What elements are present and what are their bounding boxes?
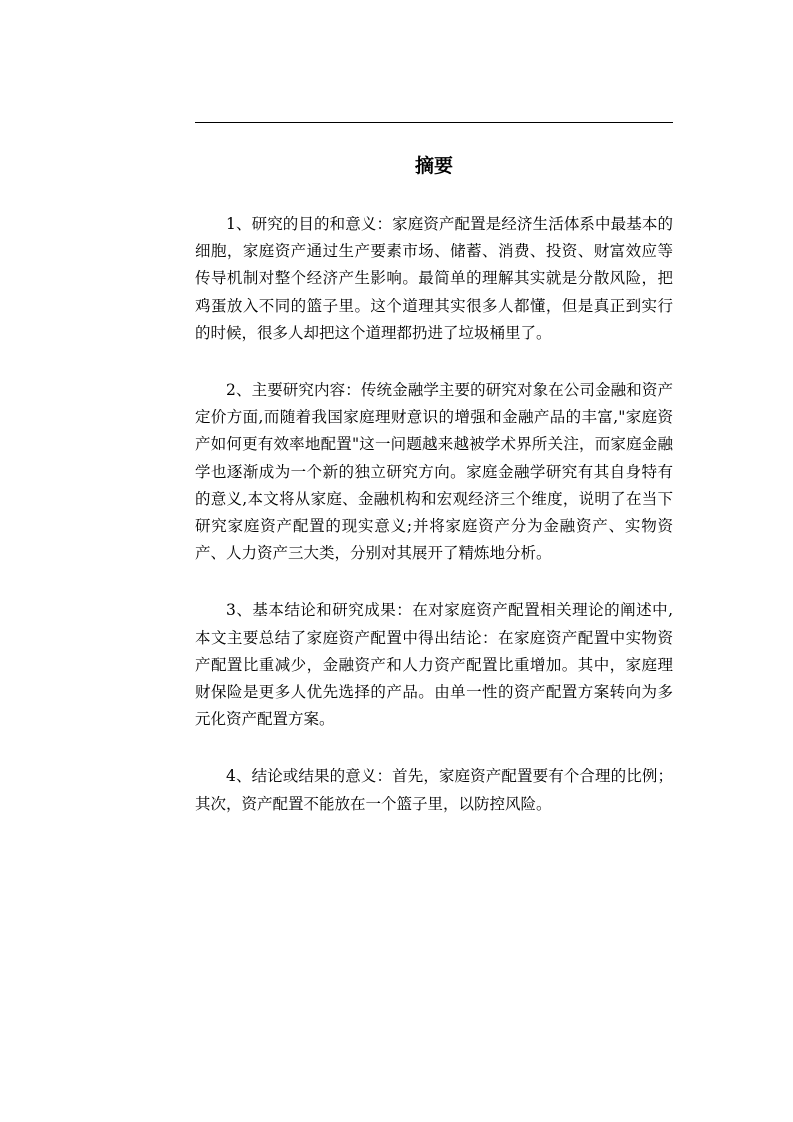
header-rule [195,122,673,123]
paragraph-content: 2、主要研究内容：传统金融学主要的研究对象在公司金融和资产定价方面,而随着我国家庭理财意识的增强和金融产品的丰富,"家庭资产如何更有效率地配置"这一问题越来越被学术界所关注，而家庭金融学也逐渐成为一个新的独立研究方向。家庭金融学研究有其自身特有的意义,本文将从家庭、金融机构和宏观经济三个维度，说明了在当下研究家庭资产配置的现实意义;并将家庭资产分为金融资产、实物资产、人力资产三大类，分别对其展开了精炼地分析。 [195,381,673,563]
paragraph-significance: 4、结论或结果的意义：首先，家庭资产配置要有个合理的比例；其次，资产配置不能放在一个篮子里，以防控风险。 [195,767,673,813]
page-title: 摘要 [414,155,453,177]
paragraph-conclusions: 3、基本结论和研究成果：在对家庭资产配置相关理论的阐述中,本文主要总结了家庭资产配置中得出结论：在家庭资产配置中实物资产配置比重减少，金融资产和人力资产配置比重增加。其中，家庭理财保险是更多人优先选择的产品。由单一性的资产配置方案转向为多元化资产配置方案。 [195,601,673,729]
paragraph-purpose: 1、研究的目的和意义：家庭资产配置是经济生活体系中最基本的细胞，家庭资产通过生产要素市场、储蓄、消费、投资、财富效应等传导机制对整个经济产生影响。最简单的理解其实就是分散风险，把鸡蛋放入不同的篮子里。这个道理其实很多人都懂，但是真正到实行的时候，很多人却把这个道理都扔进了垃圾桶里了。 [195,215,673,342]
abstract-body [195,211,673,848]
